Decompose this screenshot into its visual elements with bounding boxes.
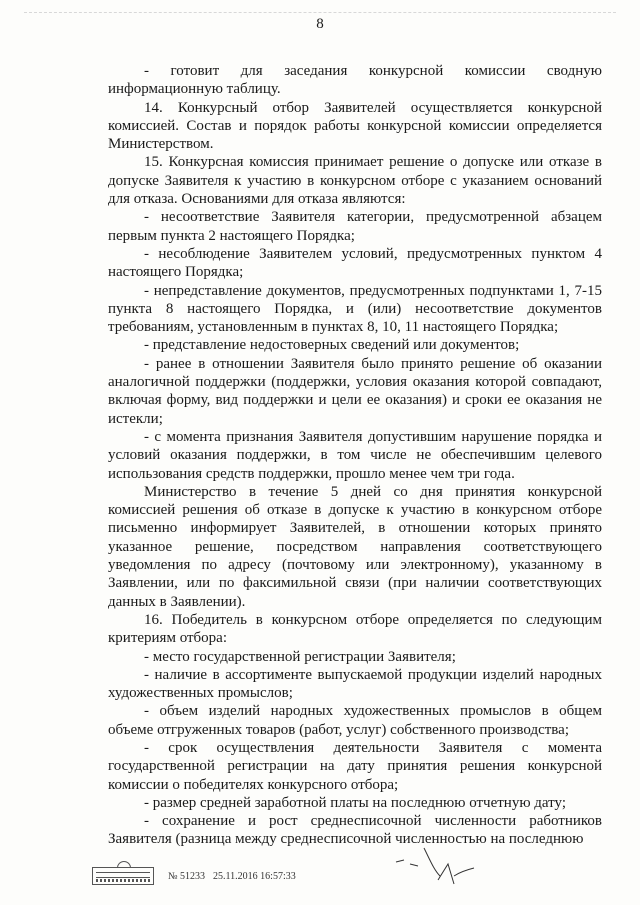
paragraph: - с момента признания Заявителя допустившим нарушение порядка и условий оказания поддержки, в том числе не обеспечившим целевого использования средств поддержки, прошло менее чем три года. (108, 428, 602, 482)
building-stamp-icon (92, 867, 154, 885)
document-body (108, 62, 602, 849)
paragraph: - объем изделий народных художественных промыслов в общем объеме отгруженных товаров (работ, услуг) собственного производства; (108, 703, 602, 738)
paragraph: - готовит для заседания конкурсной комиссии сводную информационную таблицу. (108, 63, 602, 98)
paragraph: - представление недостоверных сведений или документов; (144, 337, 520, 354)
paragraph: - место государственной регистрации Заявителя; (144, 648, 456, 665)
paragraph: - срок осуществления деятельности Заявителя с момента государственной регистрации на дату принятия решения конкурсной комиссии о победителях конкурсного отбора; (108, 739, 602, 793)
paragraph: Министерство в течение 5 дней со дня принятия конкурсной комиссией решения об отказе в допуске к участию в конкурсном отборе письменно информирует Заявителей, в отношении которых принято указанное решение, посредством направления соответствующего уведомления по адресу (почтовому или электронному), указанному в Заявлении, или по факсимильной связи (при наличии соответствующих данных в Заявлении). (108, 483, 602, 610)
paragraph: - размер средней заработной платы на последнюю отчетную дату; (144, 794, 567, 811)
paragraph: - несоблюдение Заявителем условий, предусмотренных пунктом 4 настоящего Порядка; (108, 245, 602, 281)
paragraph: 15. Конкурсная комиссия принимает решение о допуске или отказе в допуске Заявителя к участию в конкурсном отборе с указанием оснований для отказа. Основаниями для отказа являются: (108, 154, 602, 208)
paragraph: - несоответствие Заявителя категории, предусмотренной абзацем первым пункта 2 настоящего Порядка; (108, 209, 602, 244)
paragraph: 14. Конкурсный отбор Заявителей осуществляется конкурсной комиссией. Состав и порядок работы конкурсной комиссии определяется Министерством. (108, 99, 602, 153)
paragraph: - ранее в отношении Заявителя было принято решение об оказании аналогичной поддержки (поддержки, условия оказания которой совпадают, включая форму, вид поддержки и цели ее оказания) и сроки ее оказания не истекли; (108, 355, 602, 427)
scan-edge (24, 12, 616, 13)
paragraph: - непредставление документов, предусмотренных подпунктами 1, 7-15 пункта 8 настоящего Порядка, и (или) несоответствие документов требованиям, установленным в пунктах 8, 10, 11 настоящего Порядка; (108, 282, 602, 336)
document-footer (92, 866, 352, 886)
doc-number: № 51233 (168, 870, 206, 882)
doc-timestamp: 25.11.2016 16:57:33 (213, 870, 296, 882)
paragraph: - сохранение и рост среднесписочной численности работников Заявителя (разница между среднесписочной численностью на последнюю (108, 813, 602, 848)
page-number: 8 (316, 16, 324, 32)
signature-icon (392, 840, 482, 890)
paragraph: - наличие в ассортименте выпускаемой продукции изделий народных художественных промыслов; (108, 666, 602, 702)
paragraph: 16. Победитель в конкурсном отборе определяется по следующим критериям отбора: (108, 611, 602, 647)
